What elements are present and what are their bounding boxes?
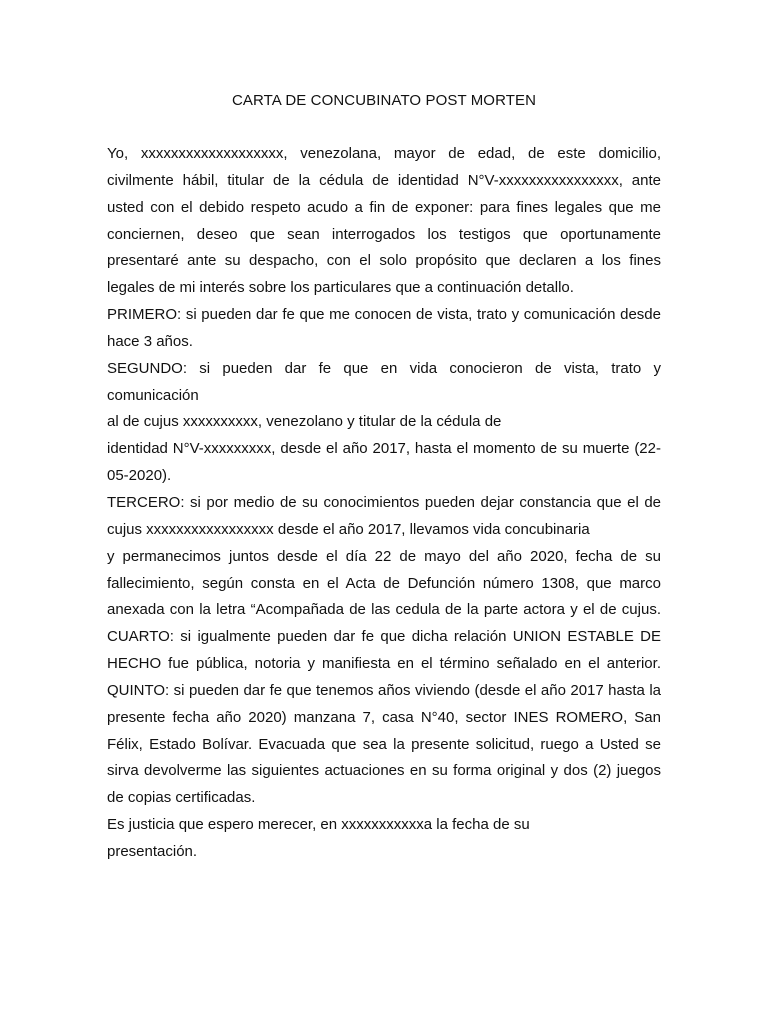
body-line: Yo, xxxxxxxxxxxxxxxxxxx, venezolana, mayor de edad, de este domicilio, [107,145,661,162]
body-line: civilmente hábil, titular de la cédula de identidad N°V-xxxxxxxxxxxxxxxx, ante [107,171,661,189]
body-line: legales de mi interés sobre los particulares que a continuación detallo. [107,279,574,297]
body-line: identidad N°V-xxxxxxxxx, desde el año 2017, hasta el momento de su muerte (22- [107,440,661,458]
document-body [107,141,661,866]
document-title: CARTA DE CONCUBINATO POST MORTEN [231,92,537,109]
body-line: hace 3 años. [107,332,193,350]
body-line: QUINTO: si pueden dar fe que tenemos años viviendo (desde el año 2017 hasta la [107,681,661,699]
body-line: al de cujus xxxxxxxxxx, venezolano y titular de la cédula de [107,413,502,431]
body-line: CUARTO: si igualmente pueden dar fe que dicha relación UNION ESTABLE DE [107,628,661,646]
body-line: Félix, Estado Bolívar. Evacuada que sea la presente solicitud, ruego a Usted se [107,735,661,753]
body-line: presentación. [107,842,198,860]
body-line: usted con el debido respeto acudo a fin de exponer: para fines legales que me [107,198,661,216]
body-line: presente fecha año 2020) manzana 7, casa N°40, sector INES ROMERO, San [107,708,661,726]
body-line: PRIMERO: si pueden dar fe que me conocen de vista, trato y comunicación desde [107,306,661,324]
body-line: anexada con la letra “Acompañada de las cedula de la parte actora y el de cujus. [107,601,661,619]
body-line: Es justicia que espero merecer, en xxxxxxxxxxxa la fecha de su [107,816,530,834]
body-line: y permanecimos juntos desde el día 22 de mayo del año 2020, fecha de su [107,547,661,565]
body-line: 05-2020). [107,467,172,485]
body-line: cujus xxxxxxxxxxxxxxxxx desde el año 2017, llevamos vida concubinaria [107,520,590,538]
body-line: comunicación [107,386,199,404]
body-line: HECHO fue pública, notoria y manifiesta en el término señalado en el anterior. [107,655,661,673]
body-line: de copias certificadas. [107,789,256,807]
body-line: presentaré ante su despacho, con el solo propósito que declaren a los fines [107,252,661,270]
body-line: TERCERO: si por medio de su conocimientos pueden dejar constancia que el de [107,493,661,511]
body-line: conciernen, deseo que sean interrogados los testigos que oportunamente [107,225,661,243]
body-line: SEGUNDO: si pueden dar fe que en vida conocieron de vista, trato y [107,359,661,377]
body-line: fallecimiento, según consta en el Acta de Defunción número 1308, que marco [107,574,661,592]
body-line: sirva devolverme las siguientes actuaciones en su forma original y dos (2) juegos [107,762,661,780]
